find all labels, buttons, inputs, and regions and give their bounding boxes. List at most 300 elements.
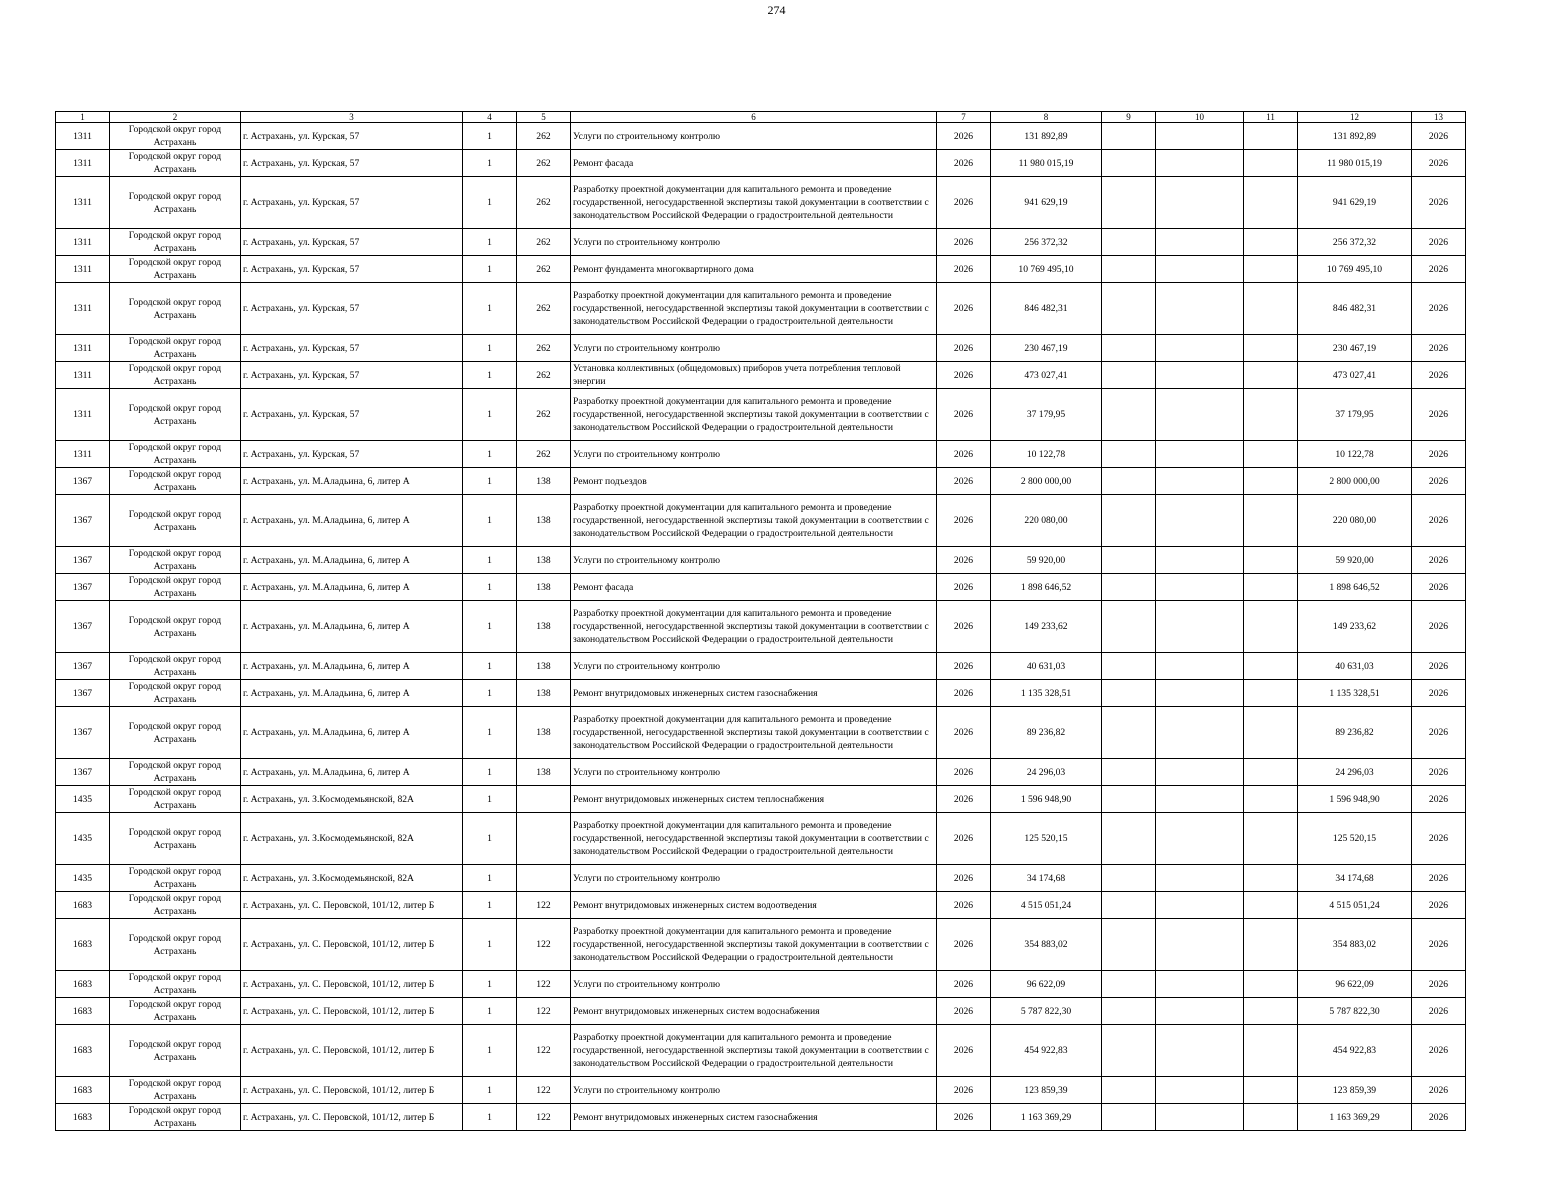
column-10-cell (1156, 468, 1244, 495)
year-cell: 2026 (937, 998, 991, 1025)
column-9-cell (1102, 786, 1156, 813)
column-4-cell: 1 (463, 971, 517, 998)
column-5-cell: 138 (517, 707, 571, 759)
column-5-cell: 262 (517, 283, 571, 335)
column-10-cell (1156, 865, 1244, 892)
year-cell: 2026 (937, 256, 991, 283)
column-13-cell: 2026 (1412, 123, 1466, 150)
column-10-cell (1156, 441, 1244, 468)
column-4-cell: 1 (463, 653, 517, 680)
column-5-cell: 122 (517, 892, 571, 919)
column-9-cell (1102, 680, 1156, 707)
column-4-cell: 1 (463, 256, 517, 283)
column-9-cell (1102, 335, 1156, 362)
address-cell: г. Астрахань, ул. Курская, 57 (241, 256, 463, 283)
column-9-cell (1102, 1104, 1156, 1131)
column-4-cell: 1 (463, 547, 517, 574)
address-cell: г. Астрахань, ул. З.Космодемьянской, 82А (241, 865, 463, 892)
column-11-cell (1244, 1025, 1298, 1077)
column-9-cell (1102, 256, 1156, 283)
column-10-cell (1156, 1077, 1244, 1104)
column-4-cell: 1 (463, 335, 517, 362)
year-cell: 2026 (937, 547, 991, 574)
work-type-cell: Разработку проектной документации для капитального ремонта и проведение государственной, негосударственной экспертизы такой документации в соответствии с законодательством Российской Федерации о градостроительной деятельности (571, 177, 937, 229)
table-row (56, 123, 1466, 150)
column-11-cell (1244, 865, 1298, 892)
column-11-cell (1244, 1104, 1298, 1131)
work-type-cell: Услуги по строительному контролю (571, 865, 937, 892)
address-cell: г. Астрахань, ул. С. Перовской, 101/12, литер Б (241, 1077, 463, 1104)
table-row (56, 865, 1466, 892)
year-cell: 2026 (937, 1104, 991, 1131)
address-cell: г. Астрахань, ул. С. Перовской, 101/12, литер Б (241, 1025, 463, 1077)
column-12-cell: 230 467,19 (1298, 335, 1412, 362)
repair-plan-table (55, 111, 1466, 1131)
work-type-cell: Ремонт внутридомовых инженерных систем газоснабжения (571, 1104, 937, 1131)
column-11-cell (1244, 653, 1298, 680)
column-11-cell (1244, 892, 1298, 919)
column-number: 5 (517, 112, 571, 123)
row-number: 1311 (56, 441, 110, 468)
column-12-cell: 2 800 000,00 (1298, 468, 1412, 495)
column-10-cell (1156, 892, 1244, 919)
column-9-cell (1102, 283, 1156, 335)
column-9-cell (1102, 495, 1156, 547)
table-row (56, 707, 1466, 759)
column-12-cell: 149 233,62 (1298, 601, 1412, 653)
cost-cell: 256 372,32 (991, 229, 1102, 256)
column-5-cell: 138 (517, 759, 571, 786)
work-type-cell: Услуги по строительному контролю (571, 971, 937, 998)
cost-cell: 123 859,39 (991, 1077, 1102, 1104)
year-cell: 2026 (937, 362, 991, 389)
column-number: 9 (1102, 112, 1156, 123)
table-row (56, 574, 1466, 601)
column-11-cell (1244, 150, 1298, 177)
cost-cell: 941 629,19 (991, 177, 1102, 229)
column-11-cell (1244, 1077, 1298, 1104)
row-number: 1367 (56, 680, 110, 707)
column-9-cell (1102, 1025, 1156, 1077)
column-9-cell (1102, 574, 1156, 601)
column-13-cell: 2026 (1412, 1104, 1466, 1131)
address-cell: г. Астрахань, ул. Курская, 57 (241, 229, 463, 256)
cost-cell: 1 163 369,29 (991, 1104, 1102, 1131)
column-5-cell: 262 (517, 389, 571, 441)
work-type-cell: Услуги по строительному контролю (571, 653, 937, 680)
table-row (56, 362, 1466, 389)
municipality-cell: Городской округ город Астрахань (110, 441, 241, 468)
column-11-cell (1244, 177, 1298, 229)
work-type-cell: Ремонт внутридомовых инженерных систем водоснабжения (571, 998, 937, 1025)
municipality-cell: Городской округ город Астрахань (110, 865, 241, 892)
column-number: 4 (463, 112, 517, 123)
column-10-cell (1156, 813, 1244, 865)
column-4-cell: 1 (463, 1077, 517, 1104)
work-type-cell: Ремонт внутридомовых инженерных систем водоотведения (571, 892, 937, 919)
column-13-cell: 2026 (1412, 998, 1466, 1025)
table-row (56, 786, 1466, 813)
column-13-cell: 2026 (1412, 389, 1466, 441)
work-type-cell: Ремонт фасада (571, 574, 937, 601)
column-9-cell (1102, 892, 1156, 919)
work-type-cell: Разработку проектной документации для капитального ремонта и проведение государственной, негосударственной экспертизы такой документации в соответствии с законодательством Российской Федерации о градостроительной деятельности (571, 707, 937, 759)
year-cell: 2026 (937, 495, 991, 547)
column-12-cell: 40 631,03 (1298, 653, 1412, 680)
column-12-cell: 34 174,68 (1298, 865, 1412, 892)
row-number: 1683 (56, 971, 110, 998)
column-10-cell (1156, 177, 1244, 229)
column-9-cell (1102, 813, 1156, 865)
work-type-cell: Ремонт подъездов (571, 468, 937, 495)
column-12-cell: 24 296,03 (1298, 759, 1412, 786)
column-5-cell: 122 (517, 1025, 571, 1077)
column-5-cell (517, 865, 571, 892)
address-cell: г. Астрахань, ул. М.Аладьина, 6, литер А (241, 653, 463, 680)
address-cell: г. Астрахань, ул. М.Аладьина, 6, литер А (241, 707, 463, 759)
column-4-cell: 1 (463, 919, 517, 971)
column-9-cell (1102, 441, 1156, 468)
column-12-cell: 473 027,41 (1298, 362, 1412, 389)
column-13-cell: 2026 (1412, 177, 1466, 229)
column-9-cell (1102, 971, 1156, 998)
column-10-cell (1156, 547, 1244, 574)
column-12-cell: 10 122,78 (1298, 441, 1412, 468)
address-cell: г. Астрахань, ул. Курская, 57 (241, 177, 463, 229)
column-13-cell: 2026 (1412, 256, 1466, 283)
column-10-cell (1156, 574, 1244, 601)
column-4-cell: 1 (463, 123, 517, 150)
column-9-cell (1102, 601, 1156, 653)
column-11-cell (1244, 389, 1298, 441)
year-cell: 2026 (937, 150, 991, 177)
address-cell: г. Астрахань, ул. М.Аладьина, 6, литер А (241, 495, 463, 547)
row-number: 1435 (56, 786, 110, 813)
year-cell: 2026 (937, 786, 991, 813)
row-number: 1367 (56, 707, 110, 759)
column-5-cell: 138 (517, 653, 571, 680)
column-12-cell: 5 787 822,30 (1298, 998, 1412, 1025)
column-10-cell (1156, 283, 1244, 335)
column-13-cell: 2026 (1412, 680, 1466, 707)
address-cell: г. Астрахань, ул. Курская, 57 (241, 123, 463, 150)
column-5-cell: 122 (517, 998, 571, 1025)
table-row (56, 971, 1466, 998)
column-4-cell: 1 (463, 865, 517, 892)
cost-cell: 473 027,41 (991, 362, 1102, 389)
column-13-cell: 2026 (1412, 865, 1466, 892)
column-5-cell: 122 (517, 919, 571, 971)
column-5-cell: 138 (517, 495, 571, 547)
column-4-cell: 1 (463, 1025, 517, 1077)
column-5-cell: 262 (517, 229, 571, 256)
row-number: 1311 (56, 150, 110, 177)
address-cell: г. Астрахань, ул. М.Аладьина, 6, литер А (241, 547, 463, 574)
column-10-cell (1156, 389, 1244, 441)
cost-cell: 11 980 015,19 (991, 150, 1102, 177)
page-number: 274 (767, 3, 786, 17)
column-13-cell: 2026 (1412, 229, 1466, 256)
column-11-cell (1244, 680, 1298, 707)
column-11-cell (1244, 229, 1298, 256)
address-cell: г. Астрахань, ул. Курская, 57 (241, 283, 463, 335)
work-type-cell: Ремонт внутридомовых инженерных систем газоснабжения (571, 680, 937, 707)
municipality-cell: Городской округ город Астрахань (110, 256, 241, 283)
column-4-cell: 1 (463, 441, 517, 468)
row-number: 1367 (56, 495, 110, 547)
cost-cell: 24 296,03 (991, 759, 1102, 786)
row-number: 1367 (56, 574, 110, 601)
municipality-cell: Городской округ город Астрахань (110, 1025, 241, 1077)
year-cell: 2026 (937, 865, 991, 892)
municipality-cell: Городской округ город Астрахань (110, 680, 241, 707)
table-row (56, 759, 1466, 786)
column-5-cell: 138 (517, 680, 571, 707)
column-10-cell (1156, 150, 1244, 177)
column-4-cell: 1 (463, 1104, 517, 1131)
municipality-cell: Городской округ город Астрахань (110, 150, 241, 177)
row-number: 1435 (56, 813, 110, 865)
column-number: 12 (1298, 112, 1412, 123)
column-10-cell (1156, 919, 1244, 971)
address-cell: г. Астрахань, ул. Курская, 57 (241, 335, 463, 362)
municipality-cell: Городской округ город Астрахань (110, 759, 241, 786)
column-9-cell (1102, 177, 1156, 229)
year-cell: 2026 (937, 574, 991, 601)
row-number: 1683 (56, 892, 110, 919)
row-number: 1311 (56, 335, 110, 362)
column-5-cell: 262 (517, 362, 571, 389)
row-number: 1367 (56, 759, 110, 786)
column-4-cell: 1 (463, 707, 517, 759)
table-row (56, 495, 1466, 547)
column-13-cell: 2026 (1412, 362, 1466, 389)
year-cell: 2026 (937, 653, 991, 680)
column-11-cell (1244, 919, 1298, 971)
column-12-cell: 4 515 051,24 (1298, 892, 1412, 919)
column-4-cell: 1 (463, 229, 517, 256)
column-5-cell (517, 813, 571, 865)
year-cell: 2026 (937, 707, 991, 759)
cost-cell: 10 769 495,10 (991, 256, 1102, 283)
column-10-cell (1156, 123, 1244, 150)
work-type-cell: Услуги по строительному контролю (571, 441, 937, 468)
cost-cell: 125 520,15 (991, 813, 1102, 865)
column-11-cell (1244, 283, 1298, 335)
column-13-cell: 2026 (1412, 574, 1466, 601)
cost-cell: 2 800 000,00 (991, 468, 1102, 495)
column-13-cell: 2026 (1412, 468, 1466, 495)
municipality-cell: Городской округ город Астрахань (110, 1077, 241, 1104)
column-9-cell (1102, 389, 1156, 441)
work-type-cell: Разработку проектной документации для капитального ремонта и проведение государственной, негосударственной экспертизы такой документации в соответствии с законодательством Российской Федерации о градостроительной деятельности (571, 495, 937, 547)
cost-cell: 149 233,62 (991, 601, 1102, 653)
municipality-cell: Городской округ город Астрахань (110, 813, 241, 865)
row-number: 1311 (56, 362, 110, 389)
column-4-cell: 1 (463, 150, 517, 177)
municipality-cell: Городской округ город Астрахань (110, 389, 241, 441)
column-5-cell: 122 (517, 1104, 571, 1131)
column-10-cell (1156, 1025, 1244, 1077)
column-13-cell: 2026 (1412, 335, 1466, 362)
column-11-cell (1244, 468, 1298, 495)
cost-cell: 220 080,00 (991, 495, 1102, 547)
column-13-cell: 2026 (1412, 1025, 1466, 1077)
column-5-cell: 122 (517, 1077, 571, 1104)
work-type-cell: Разработку проектной документации для капитального ремонта и проведение государственной, негосударственной экспертизы такой документации в соответствии с законодательством Российской Федерации о градостроительной деятельности (571, 601, 937, 653)
table-row (56, 177, 1466, 229)
column-11-cell (1244, 123, 1298, 150)
work-type-cell: Услуги по строительному контролю (571, 547, 937, 574)
cost-cell: 1 135 328,51 (991, 680, 1102, 707)
column-13-cell: 2026 (1412, 919, 1466, 971)
column-4-cell: 1 (463, 574, 517, 601)
address-cell: г. Астрахань, ул. М.Аладьина, 6, литер А (241, 680, 463, 707)
column-4-cell: 1 (463, 998, 517, 1025)
work-type-cell: Установка коллективных (общедомовых) приборов учета потребления тепловой энергии (571, 362, 937, 389)
column-11-cell (1244, 707, 1298, 759)
column-13-cell: 2026 (1412, 150, 1466, 177)
column-4-cell: 1 (463, 680, 517, 707)
column-11-cell (1244, 786, 1298, 813)
column-11-cell (1244, 362, 1298, 389)
column-number: 1 (56, 112, 110, 123)
column-13-cell: 2026 (1412, 1077, 1466, 1104)
work-type-cell: Ремонт внутридомовых инженерных систем теплоснабжения (571, 786, 937, 813)
column-4-cell: 1 (463, 468, 517, 495)
municipality-cell: Городской округ город Астрахань (110, 495, 241, 547)
column-12-cell: 256 372,32 (1298, 229, 1412, 256)
column-13-cell: 2026 (1412, 813, 1466, 865)
column-5-cell: 138 (517, 574, 571, 601)
column-5-cell: 262 (517, 441, 571, 468)
column-12-cell: 59 920,00 (1298, 547, 1412, 574)
cost-cell: 1 898 646,52 (991, 574, 1102, 601)
column-11-cell (1244, 495, 1298, 547)
column-10-cell (1156, 998, 1244, 1025)
year-cell: 2026 (937, 229, 991, 256)
column-11-cell (1244, 998, 1298, 1025)
column-13-cell: 2026 (1412, 786, 1466, 813)
column-9-cell (1102, 1077, 1156, 1104)
column-10-cell (1156, 1104, 1244, 1131)
column-number: 2 (110, 112, 241, 123)
column-number: 11 (1244, 112, 1298, 123)
municipality-cell: Городской округ город Астрахань (110, 283, 241, 335)
address-cell: г. Астрахань, ул. Курская, 57 (241, 362, 463, 389)
column-4-cell: 1 (463, 389, 517, 441)
municipality-cell: Городской округ город Астрахань (110, 892, 241, 919)
column-12-cell: 1 898 646,52 (1298, 574, 1412, 601)
column-9-cell (1102, 229, 1156, 256)
column-5-cell: 138 (517, 468, 571, 495)
column-4-cell: 1 (463, 601, 517, 653)
year-cell: 2026 (937, 441, 991, 468)
column-5-cell (517, 786, 571, 813)
column-10-cell (1156, 707, 1244, 759)
column-5-cell: 262 (517, 335, 571, 362)
table-row (56, 283, 1466, 335)
work-type-cell: Разработку проектной документации для капитального ремонта и проведение государственной, негосударственной экспертизы такой документации в соответствии с законодательством Российской Федерации о градостроительной деятельности (571, 389, 937, 441)
work-type-cell: Разработку проектной документации для капитального ремонта и проведение государственной, негосударственной экспертизы такой документации в соответствии с законодательством Российской Федерации о градостроительной деятельности (571, 1025, 937, 1077)
table-row (56, 680, 1466, 707)
row-number: 1311 (56, 389, 110, 441)
row-number: 1683 (56, 919, 110, 971)
column-10-cell (1156, 256, 1244, 283)
cost-cell: 354 883,02 (991, 919, 1102, 971)
column-12-cell: 1 596 948,90 (1298, 786, 1412, 813)
cost-cell: 96 622,09 (991, 971, 1102, 998)
column-4-cell: 1 (463, 362, 517, 389)
column-12-cell: 125 520,15 (1298, 813, 1412, 865)
column-12-cell: 941 629,19 (1298, 177, 1412, 229)
year-cell: 2026 (937, 177, 991, 229)
column-10-cell (1156, 786, 1244, 813)
table-row (56, 1104, 1466, 1131)
column-12-cell: 454 922,83 (1298, 1025, 1412, 1077)
row-number: 1367 (56, 547, 110, 574)
column-11-cell (1244, 574, 1298, 601)
year-cell: 2026 (937, 1077, 991, 1104)
year-cell: 2026 (937, 123, 991, 150)
cost-cell: 34 174,68 (991, 865, 1102, 892)
row-number: 1311 (56, 177, 110, 229)
column-11-cell (1244, 601, 1298, 653)
column-11-cell (1244, 256, 1298, 283)
column-11-cell (1244, 971, 1298, 998)
column-4-cell: 1 (463, 892, 517, 919)
year-cell: 2026 (937, 971, 991, 998)
column-5-cell: 262 (517, 150, 571, 177)
row-number: 1367 (56, 601, 110, 653)
work-type-cell: Ремонт фундамента многоквартирного дома (571, 256, 937, 283)
column-number: 6 (571, 112, 937, 123)
column-12-cell: 1 135 328,51 (1298, 680, 1412, 707)
column-9-cell (1102, 150, 1156, 177)
column-9-cell (1102, 468, 1156, 495)
column-5-cell: 122 (517, 971, 571, 998)
year-cell: 2026 (937, 892, 991, 919)
municipality-cell: Городской округ город Астрахань (110, 123, 241, 150)
column-12-cell: 96 622,09 (1298, 971, 1412, 998)
year-cell: 2026 (937, 389, 991, 441)
row-number: 1367 (56, 468, 110, 495)
table-body (56, 112, 1466, 1131)
table-row (56, 601, 1466, 653)
row-number: 1311 (56, 123, 110, 150)
column-9-cell (1102, 547, 1156, 574)
column-10-cell (1156, 759, 1244, 786)
column-12-cell: 131 892,89 (1298, 123, 1412, 150)
column-11-cell (1244, 813, 1298, 865)
cost-cell: 131 892,89 (991, 123, 1102, 150)
work-type-cell: Разработку проектной документации для капитального ремонта и проведение государственной, негосударственной экспертизы такой документации в соответствии с законодательством Российской Федерации о градостроительной деятельности (571, 919, 937, 971)
column-10-cell (1156, 362, 1244, 389)
cost-cell: 37 179,95 (991, 389, 1102, 441)
table-row (56, 1025, 1466, 1077)
table-row (56, 468, 1466, 495)
work-type-cell: Услуги по строительному контролю (571, 335, 937, 362)
table-row (56, 998, 1466, 1025)
column-13-cell: 2026 (1412, 547, 1466, 574)
column-9-cell (1102, 998, 1156, 1025)
table-row (56, 150, 1466, 177)
column-4-cell: 1 (463, 786, 517, 813)
municipality-cell: Городской округ город Астрахань (110, 335, 241, 362)
column-11-cell (1244, 547, 1298, 574)
municipality-cell: Городской округ город Астрахань (110, 601, 241, 653)
column-9-cell (1102, 919, 1156, 971)
